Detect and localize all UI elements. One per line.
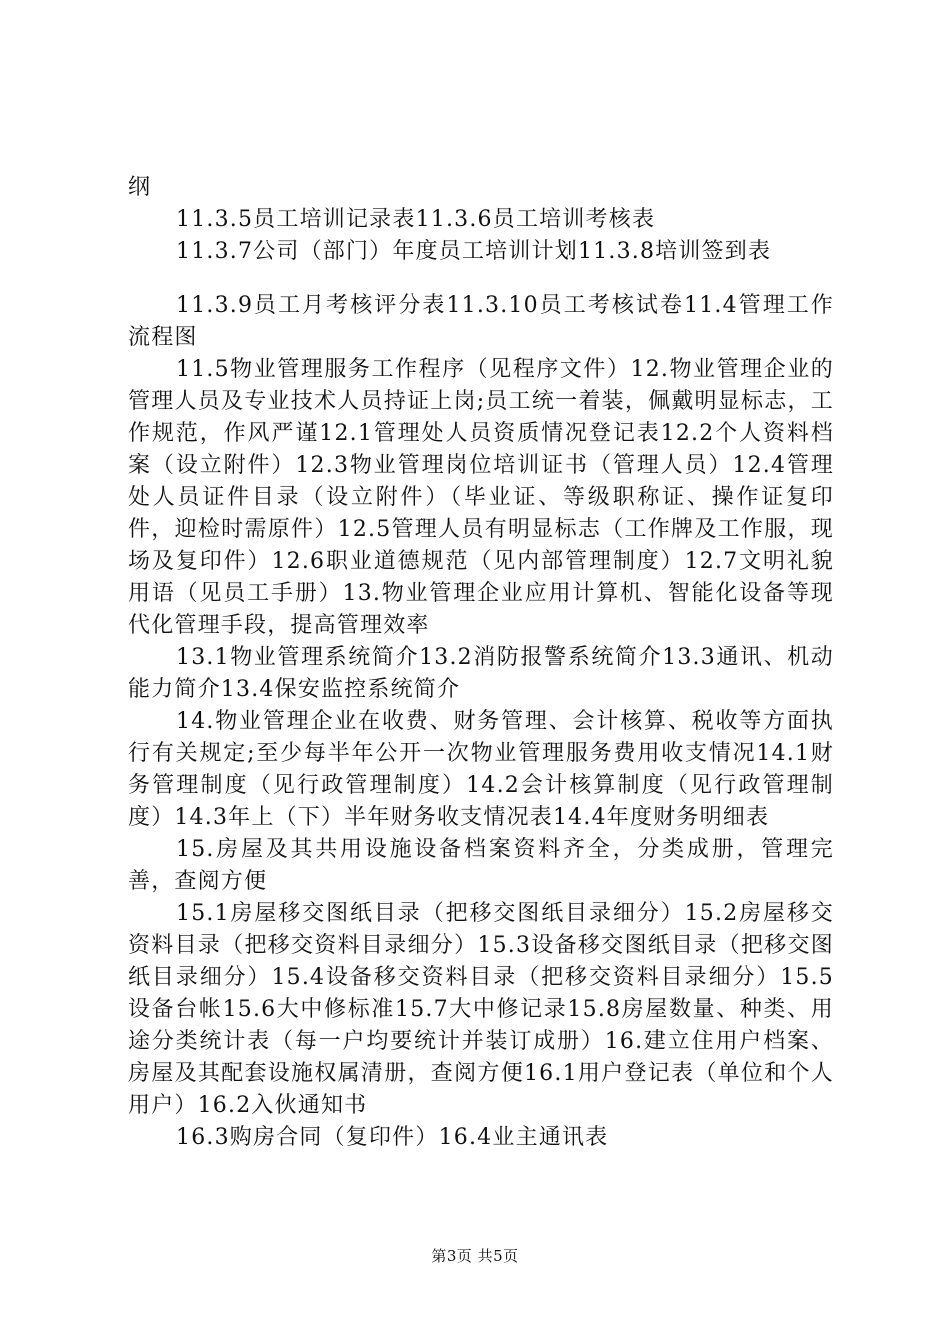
paragraph-6: 13.1物业管理系统简介13.2消防报警系统简介13.3通讯、机动能力简介13.4保安监控系统简介 (128, 645, 834, 702)
paragraph-10: 16.3购房合同（复印件）16.4业主通讯表 (176, 1125, 609, 1150)
paragraph-7: 14.物业管理企业在收费、财务管理、会计核算、税收等方面执行有关规定;至少每半年公开一次物业管理服务费用收支情况14.1财务管理制度（见行政管理制度）14.2会计核算制度（见行政管理制度）14.3年上（下）半年财务收支情况表14.4年度财务明细表 (128, 709, 834, 830)
paragraph-1: 纲 (128, 175, 152, 200)
paragraph-2: 11.3.5员工培训记录表11.3.6员工培训考核表 (176, 207, 656, 232)
page-number-footer: 第3页 共5页 (431, 1247, 519, 1265)
paragraph-4: 11.3.9员工月考核评分表11.3.10员工考核试卷11.4管理工作流程图 (128, 293, 834, 350)
document-body (128, 172, 834, 1154)
paragraph-9: 15.1房屋移交图纸目录（把移交图纸目录细分）15.2房屋移交资料目录（把移交资料目录细分）15.3设备移交图纸目录（把移交图纸目录细分）15.4设备移交资料目录（把移交资料目录细分）15.5设备台帐15.6大中修标准15.7大中修记录15.8房屋数量、种类、用途分类统计表（每一户均要统计并装订成册）16.建立住用户档案、房屋及其配套设施权属清册，查阅方便16.1用户登记表（单位和个人用户）16.2入伙通知书 (128, 901, 834, 1118)
paragraph-8: 15.房屋及其共用设施设备档案资料齐全，分类成册，管理完善，查阅方便 (128, 837, 834, 894)
paragraph-3: 11.3.7公司（部门）年度员工培训计划11.3.8培训签到表 (176, 239, 772, 264)
paragraph-5: 11.5物业管理服务工作程序（见程序文件）12.物业管理企业的管理人员及专业技术人员持证上岗;员工统一着装，佩戴明显标志，工作规范，作风严谨12.1管理处人员资质情况登记表12.2个人资料档案（设立附件）12.3物业管理岗位培训证书（管理人员）12.4管理处人员证件目录（设立附件）（毕业证、等级职称证、操作证复印件，迎检时需原件）12.5管理人员有明显标志（工作牌及工作服，现场及复印件）12.6职业道德规范（见内部管理制度）12.7文明礼貌用语（见员工手册）13.物业管理企业应用计算机、智能化设备等现代化管理手段，提高管理效率 (128, 357, 834, 638)
